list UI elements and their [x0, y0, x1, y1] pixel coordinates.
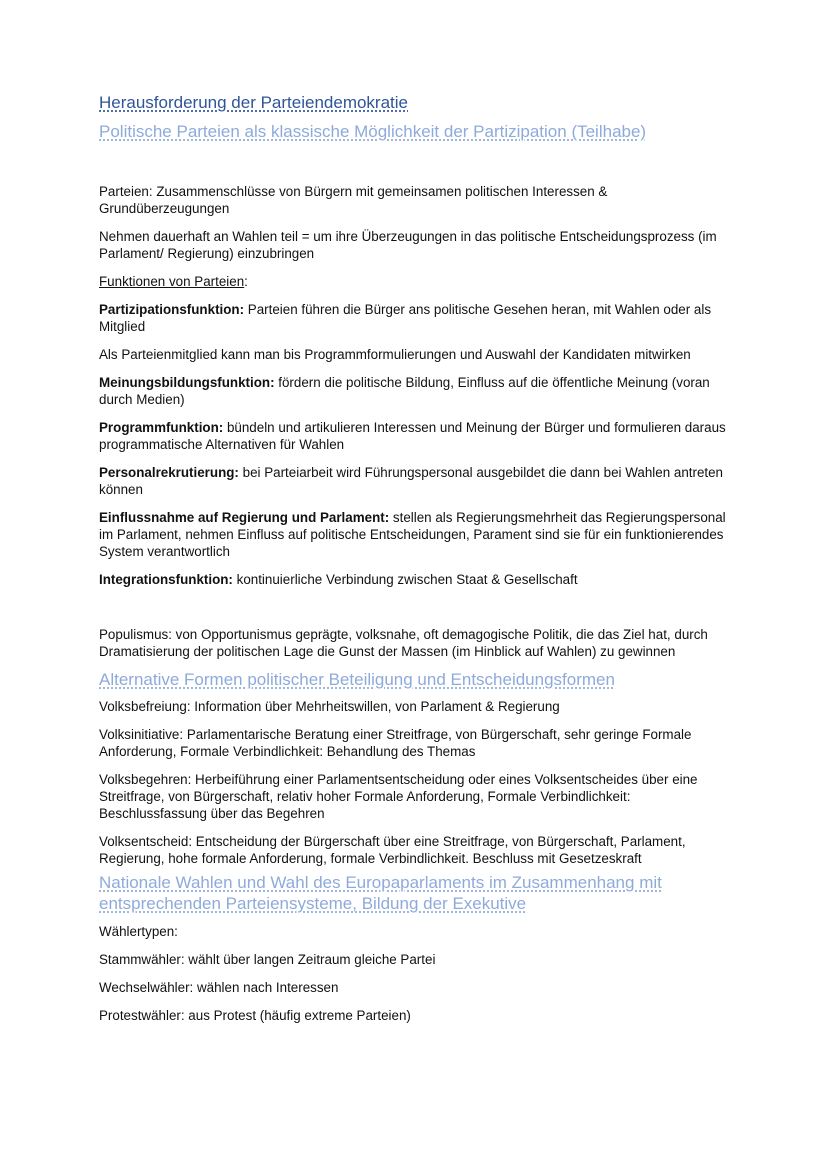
paragraph-volksinitiative: Volksinitiative: Parlamentarische Beratung einer Streitfrage, von Bürgerschaft, sehr geringe Formale Anforderung, Formale Verbindlichkeit: Behandlung des Themas [99, 727, 692, 759]
paragraph-wechselwaehler: Wechselwähler: wählen nach Interessen [99, 980, 339, 995]
function-term: Programmfunktion: [99, 420, 224, 435]
paragraph-waehlertypen: Wählertypen: [99, 924, 178, 939]
functions-label-colon: : [244, 274, 248, 289]
paragraph-volksentscheid: Volksentscheid: Entscheidung der Bürgerschaft über eine Streitfrage, von Bürgerschaft, Parlament, Regierung, hohe formale Anforderung, formale Verbindlichkeit. Beschluss mit Gesetzeskraft [99, 834, 686, 866]
paragraph-protestwaehler: Protestwähler: aus Protest (häufig extreme Parteien) [99, 1008, 411, 1023]
function-partizipation [99, 301, 739, 335]
section-heading-alternative-formen: Alternative Formen politischer Beteiligung und Entscheidungsformen [99, 670, 615, 689]
paragraph-wahlen: Nehmen dauerhaft an Wahlen teil = um ihre Überzeugungen in das politische Entscheidungsprozess (im Parlament/ Regierung) einzubringen [99, 229, 717, 261]
paragraph-stammwaehler: Stammwähler: wählt über langen Zeitraum gleiche Partei [99, 952, 436, 967]
paragraph-volksbegehren: Volksbegehren: Herbeiführung einer Parlamentsentscheidung oder eines Volksentscheides über eine Streitfrage, von Bürgerschaft, relativ hoher Formale Anforderung, Formale Verbindlichkeit: Beschlussfassung über das Begehren [99, 772, 698, 821]
function-term: Meinungsbildungsfunktion: [99, 375, 275, 390]
function-integration [99, 571, 739, 588]
document-page [99, 92, 739, 1024]
function-term: Personalrekrutierung: [99, 465, 239, 480]
function-text: Parteien führen die Bürger ans politische Gesehen heran, mit Wahlen oder als Mitglied [99, 302, 712, 334]
section-heading-nationale-wahlen: Nationale Wahlen und Wahl des Europaparlaments im Zusammenhang mit entsprechenden Parteiensysteme, Bildung der Exekutive [99, 873, 662, 913]
functions-label [99, 273, 739, 290]
paragraph-populismus: Populismus: von Opportunismus geprägte, volksnahe, oft demagogische Politik, die das Ziel hat, durch Dramatisierung der politischen Lage die Gunst der Massen (im Hinblick auf Wahlen) zu gewinnen [99, 627, 708, 659]
paragraph-volksbefreiung: Volksbefreiung: Information über Mehrheitswillen, von Parlament & Regierung [99, 699, 560, 714]
function-text: stellen als Regierungsmehrheit das Regierungspersonal im Parlament, nehmen Einfluss auf politische Entscheidungen, Parament sind sie für ein funktionierendes System verantwortlich [99, 510, 726, 559]
paragraph-parteien-definition: Parteien: Zusammenschlüsse von Bürgern mit gemeinsamen politischen Interessen & Grundüberzeugungen [99, 184, 608, 216]
function-text: bündeln und artikulieren Interessen und Meinung der Bürger und formulieren daraus programmatische Alternativen für Wahlen [99, 420, 726, 452]
page-title: Herausforderung der Parteiendemokratie [99, 93, 409, 112]
function-term: Integrationsfunktion: [99, 572, 233, 587]
function-term: Einflussnahme auf Regierung und Parlament: [99, 510, 390, 525]
paragraph-parteienmitglied: Als Parteienmitglied kann man bis Programmformulierungen und Auswahl der Kandidaten mitwirken [99, 347, 691, 362]
function-programm [99, 419, 739, 453]
functions-label-text: Funktionen von Parteien [99, 274, 245, 289]
function-text: bei Parteiarbeit wird Führungspersonal ausgebildet die dann bei Wahlen antreten können [99, 465, 724, 497]
section-heading-parteien: Politische Parteien als klassische Möglichkeit der Partizipation (Teilhabe) [99, 122, 647, 141]
function-text: kontinuierliche Verbindung zwischen Staat & Gesellschaft [232, 572, 578, 587]
function-einflussnahme [99, 509, 739, 560]
function-meinungsbildung [99, 374, 739, 408]
function-text: fördern die politische Bildung, Einfluss auf die öffentliche Meinung (voran durch Medien) [99, 375, 710, 407]
function-personalrekrutierung [99, 464, 739, 498]
function-term: Partizipationsfunktion: [99, 302, 245, 317]
